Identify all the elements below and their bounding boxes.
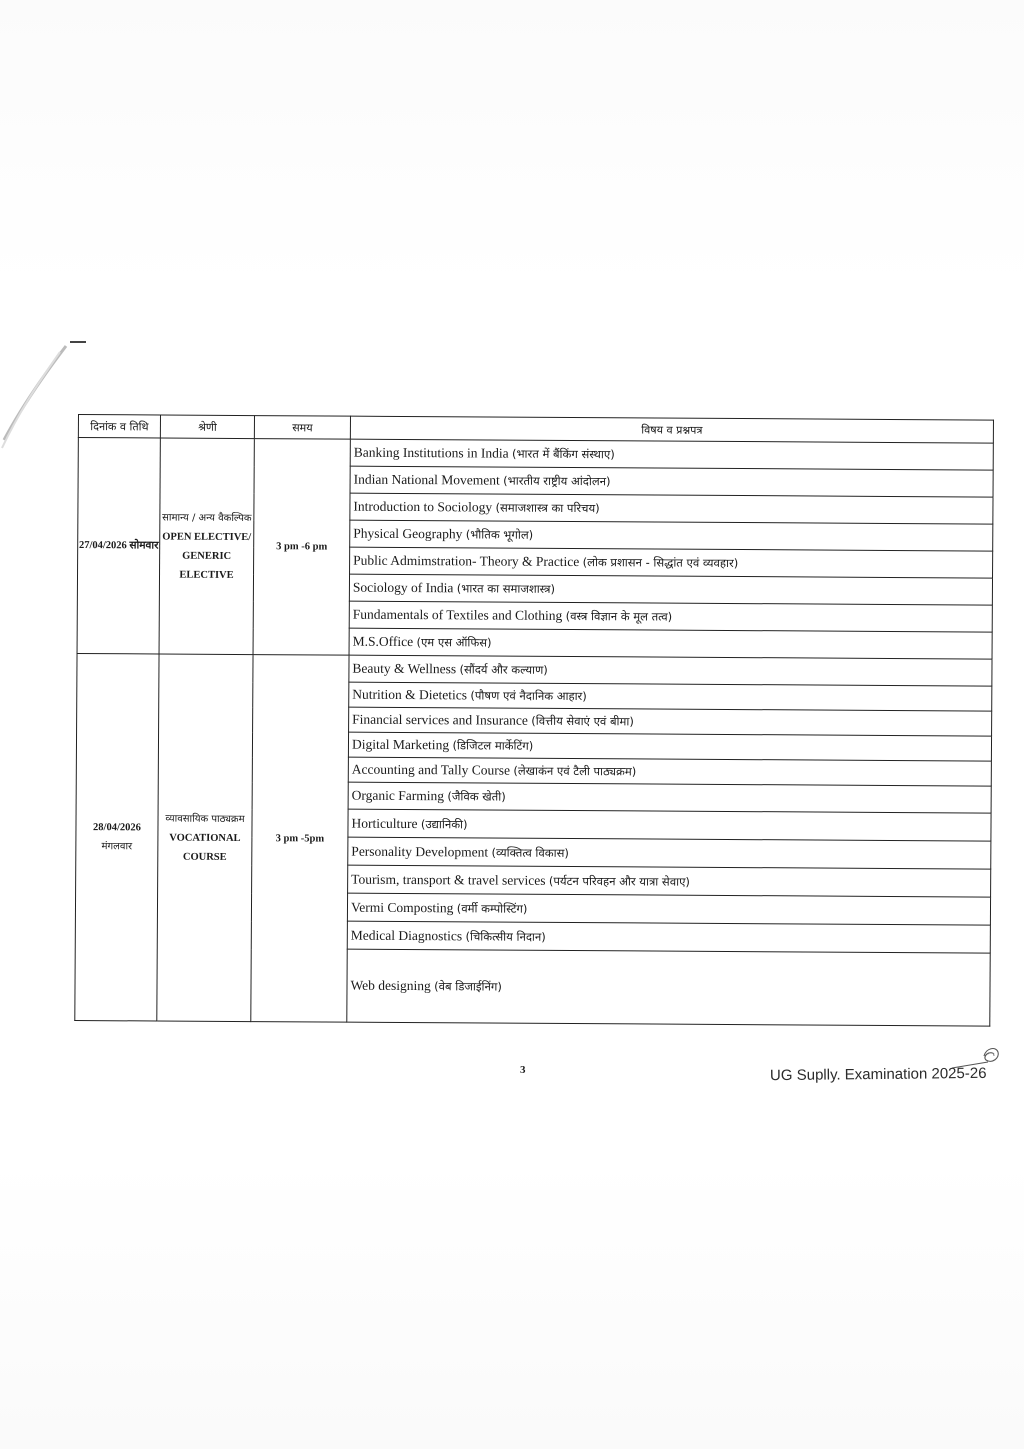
table-row [78, 438, 993, 471]
subject-cell [348, 782, 991, 813]
subject-en: Personality Development [351, 843, 489, 860]
subject-en: Banking Institutions in India [353, 444, 509, 461]
subject-en: Fundamentals of Textiles and Clothing [352, 606, 563, 623]
subject-cell [349, 682, 992, 711]
subject-en: Financial services and Insurance [352, 711, 528, 728]
group2-category-en: VOCATIONAL COURSE [169, 832, 241, 863]
subject-en: Web designing [350, 977, 431, 994]
subject-cell [348, 757, 991, 786]
subject-en: Accounting and Tally Course [351, 761, 511, 778]
subject-hi: (समाजशास्त्र का परिचय) [495, 500, 600, 516]
subject-cell [347, 949, 990, 1026]
subject-en: Horticulture [351, 815, 418, 831]
subject-en: Nutrition & Dietetics [352, 686, 468, 703]
subject-en: Indian National Movement [353, 471, 500, 488]
subject-en: Medical Diagnostics [350, 927, 463, 943]
group1-category-cell [159, 438, 254, 655]
subject-hi: (पर्यटन परिवहन और यात्रा सेवाए) [548, 873, 690, 889]
subject-cell [349, 601, 992, 632]
subject-cell [349, 707, 992, 736]
subject-en: Organic Farming [351, 787, 445, 804]
scan-edge-mark [0, 340, 90, 450]
group1-time: 3 pm -6 pm [276, 541, 328, 553]
subject-hi: (भारत का समाजशास्त्र) [456, 581, 556, 596]
subject-en: Tourism, transport & travel services [351, 871, 546, 888]
subject-hi: (वस्त्र विज्ञान के मूल तत्व) [565, 608, 673, 624]
subject-hi: (डिजिटल मार्केटिंग) [452, 738, 534, 753]
subject-en: Vermi Composting [350, 899, 454, 915]
subject-en: Public Admimstration- Theory & Practice [353, 552, 580, 570]
group1-category-en: OPEN ELECTIVE/ GENERIC ELECTIVE [162, 531, 252, 581]
subject-hi: (वित्तीय सेवाएं एवं बीमा) [531, 713, 634, 729]
subject-cell [349, 628, 992, 659]
group2-time-cell [251, 655, 349, 1023]
subject-en: Digital Marketing [351, 736, 450, 753]
subject-cell [350, 439, 993, 470]
signature-scribble [950, 1044, 1006, 1078]
header-date: दिनांक व तिथि [78, 415, 160, 439]
group2-date-line1: 28/04/2026 [93, 822, 141, 834]
subject-cell [350, 520, 993, 551]
subject-en: Introduction to Sociology [353, 498, 493, 515]
group1-date: 27/04/2026 सोमवार [78, 540, 159, 552]
subject-cell [349, 574, 992, 605]
subject-en: Physical Geography [353, 525, 463, 542]
subject-cell [348, 865, 991, 897]
subject-hi: (भौतिक भूगोल) [465, 527, 534, 542]
page-number: 3 [520, 1064, 526, 1076]
subject-hi: (चिकित्सीय निदान) [465, 928, 546, 944]
subject-cell [350, 466, 993, 497]
subject-hi: (वेब डिजाईनिंग) [434, 979, 502, 994]
group2-time: 3 pm -5pm [275, 832, 325, 845]
subject-cell [350, 493, 993, 524]
subject-hi: (जैविक खेती) [447, 789, 506, 804]
group1-time-cell [253, 439, 350, 656]
subject-en: Sociology of India [352, 579, 454, 596]
group2-date-line2: मंगलवार [101, 841, 133, 853]
group2-date-cell [75, 653, 159, 1020]
header-category: श्रेणी [160, 415, 254, 439]
subject-cell [348, 837, 991, 869]
subject-hi: (उद्यानिकी) [420, 816, 468, 831]
header-subject: विषय व प्रश्नपत्र [350, 416, 993, 443]
subject-cell [347, 893, 990, 925]
subject-hi: (भारतीय राष्ट्रीय आंदोलन) [503, 473, 611, 489]
subject-cell [348, 809, 991, 841]
subject-cell [349, 655, 992, 686]
subject-en: Beauty & Wellness [352, 660, 457, 677]
subject-hi: (लेखाकंन एवं टैली पाठ्यक्रम) [513, 763, 637, 779]
group2-category-cell [157, 654, 253, 1022]
subject-hi: (लोक प्रशासन - सिद्धांत एवं व्यवहार) [582, 555, 739, 571]
subject-cell [350, 547, 993, 578]
header-time: समय [254, 416, 350, 440]
group1-category-hi: सामान्य / अन्य वैकल्पिक [162, 512, 252, 524]
exam-schedule-table [74, 414, 994, 1027]
subject-cell [348, 732, 991, 761]
subject-hi: (एम एस ऑफिस) [416, 635, 492, 650]
subject-hi: (पौषण एवं नैदानिक आहार) [470, 688, 587, 704]
subject-cell [347, 921, 990, 953]
subject-hi: (भारत में बैंकिंग संस्थाए) [511, 446, 615, 462]
subject-hi: (व्यक्तित्व विकास) [491, 845, 569, 860]
group1-date-cell [77, 438, 160, 654]
subject-en: M.S.Office [352, 633, 414, 650]
subject-hi: (वर्मी कम्पोस्टिंग) [456, 900, 528, 916]
exam-title-footer: UG Suplly. Examination 2025-26 [769, 1064, 987, 1085]
subject-hi: (सौंदर्य और कल्याण) [459, 662, 548, 677]
group2-category-hi: व्यावसायिक पाठ्यक्रम [165, 813, 245, 825]
table-row [77, 653, 992, 686]
